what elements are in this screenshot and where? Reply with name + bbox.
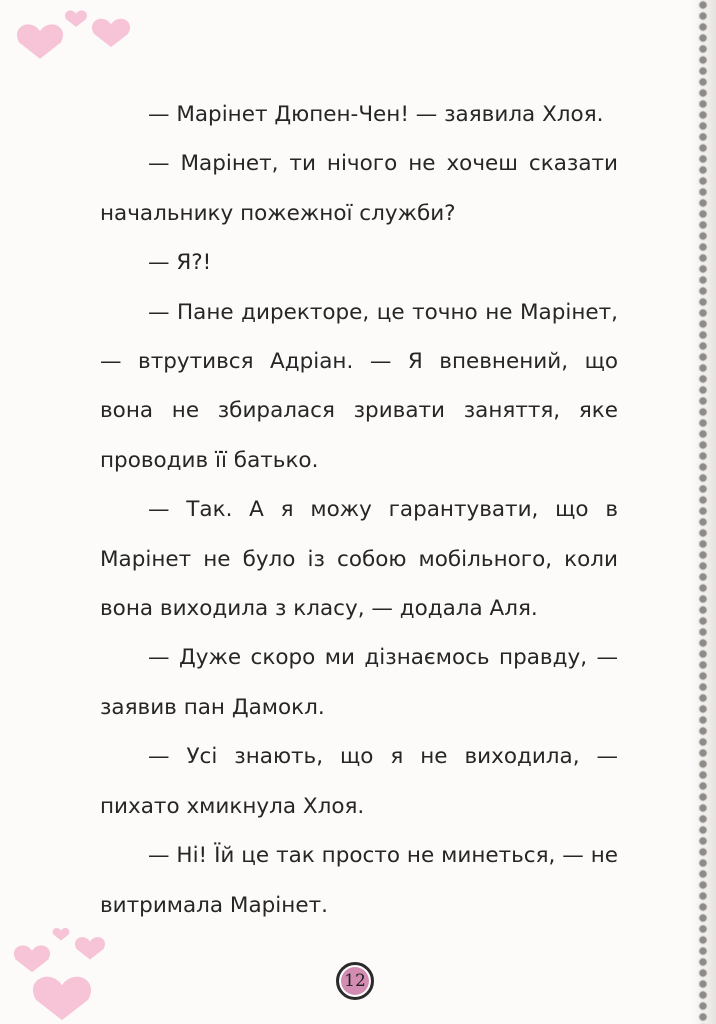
paragraph: — Марінет Дюпен-Чен! — заявила Хлоя. [148, 102, 604, 127]
story-text [100, 90, 618, 930]
paragraph: — Пане директоре, це точно не Марінет, — втрутився Адріан. — Я впевнений, що вона не збиралася зривати заняття, яке проводив її батько. [100, 299, 618, 473]
heart-icon [75, 937, 105, 959]
heart-icon [33, 977, 91, 1020]
heart-icon [17, 24, 63, 58]
paragraph: — Ні! Їй це так просто не минеться, — не витримала Марінет. [100, 843, 618, 918]
paragraph: — Марінет, ти нічого не хочеш сказати начальнику пожежної служби? [100, 151, 618, 226]
hearts-decoration-bottom [8, 924, 118, 1024]
paragraph: — Дуже скоро ми дізнаємось правду, — заявив пан Дамокл. [100, 645, 618, 720]
heart-icon [14, 945, 50, 972]
page-number: 12 [336, 962, 374, 1000]
hearts-decoration-top [10, 6, 140, 72]
heart-icon [92, 19, 130, 47]
paragraph: — Так. А я можу гарантувати, що в Марінет не було із собою мобільного, коли вона виходила з класу, — додала Аля. [100, 497, 618, 622]
heart-icon [65, 10, 87, 26]
paragraph: — Усі знають, що я не виходила, — пихато хмикнула Хлоя. [100, 744, 618, 819]
heart-icon [53, 928, 70, 941]
paragraph: — Я?! [148, 250, 212, 276]
beaded-border [696, 0, 710, 1024]
